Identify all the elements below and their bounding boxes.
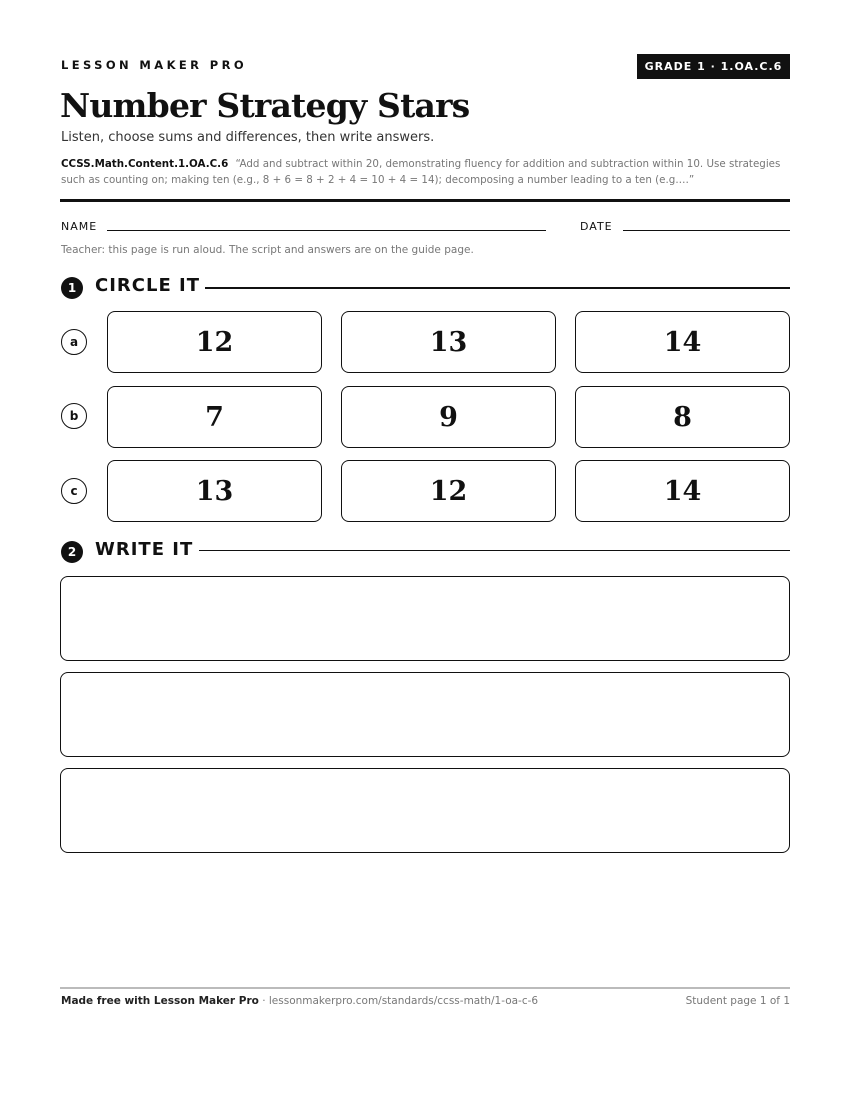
grade-badge: GRADE 1 · 1.OA.C.6 bbox=[637, 54, 790, 79]
section-1-number: 1 bbox=[61, 277, 83, 299]
section-1-title: CIRCLE IT bbox=[95, 275, 200, 296]
teacher-note: Teacher: this page is run aloud. The script and answers are on the guide page. bbox=[61, 244, 474, 256]
standard-code: CCSS.Math.Content.1.OA.C.6 bbox=[61, 158, 229, 170]
section-2-rule bbox=[199, 550, 790, 551]
choice-b-1[interactable]: 7 bbox=[107, 386, 322, 448]
name-label: NAME bbox=[61, 220, 98, 233]
section-1-rule bbox=[205, 287, 790, 289]
choice-c-3[interactable]: 14 bbox=[575, 460, 790, 522]
choice-b-2[interactable]: 9 bbox=[341, 386, 556, 448]
choice-a-3[interactable]: 14 bbox=[575, 311, 790, 373]
footer-url[interactable]: · lessonmakerpro.com/standards/ccss-math/1-oa-c-6 bbox=[258, 995, 539, 1007]
row-b-letter: b bbox=[61, 403, 87, 429]
write-box-2[interactable] bbox=[60, 672, 790, 757]
standard-text: “Add and subtract within 20, demonstrating fluency for addition and subtraction within 10. Use strategies such as counting on; making ten (e.g., 8 + 6 = 8 + 2 + 4 = 10 + 4 = 14); decomposing a number leading to a ten (e.g.…” bbox=[61, 158, 781, 186]
choice-c-2[interactable]: 12 bbox=[341, 460, 556, 522]
row-a-letter: a bbox=[61, 329, 87, 355]
date-label: DATE bbox=[580, 220, 613, 233]
header-divider bbox=[60, 199, 790, 202]
page-title: Number Strategy Stars bbox=[60, 86, 470, 125]
choice-b-3[interactable]: 8 bbox=[575, 386, 790, 448]
page-subtitle: Listen, choose sums and differences, then write answers. bbox=[61, 130, 435, 145]
footer-credit bbox=[61, 995, 538, 1007]
footer-divider bbox=[60, 987, 790, 989]
choice-a-1[interactable]: 12 bbox=[107, 311, 322, 373]
standard-description bbox=[61, 156, 791, 188]
choice-a-2[interactable]: 13 bbox=[341, 311, 556, 373]
brand-name: LESSON MAKER PRO bbox=[61, 58, 248, 72]
write-box-1[interactable] bbox=[60, 576, 790, 661]
section-2-number: 2 bbox=[61, 541, 83, 563]
date-line[interactable] bbox=[623, 230, 790, 231]
name-line[interactable] bbox=[107, 230, 546, 231]
section-2-title: WRITE IT bbox=[95, 539, 194, 560]
footer-page-label: Student page 1 of 1 bbox=[685, 995, 790, 1007]
write-box-3[interactable] bbox=[60, 768, 790, 853]
footer-made-with: Made free with Lesson Maker Pro bbox=[61, 995, 259, 1007]
choice-c-1[interactable]: 13 bbox=[107, 460, 322, 522]
row-c-letter: c bbox=[61, 478, 87, 504]
